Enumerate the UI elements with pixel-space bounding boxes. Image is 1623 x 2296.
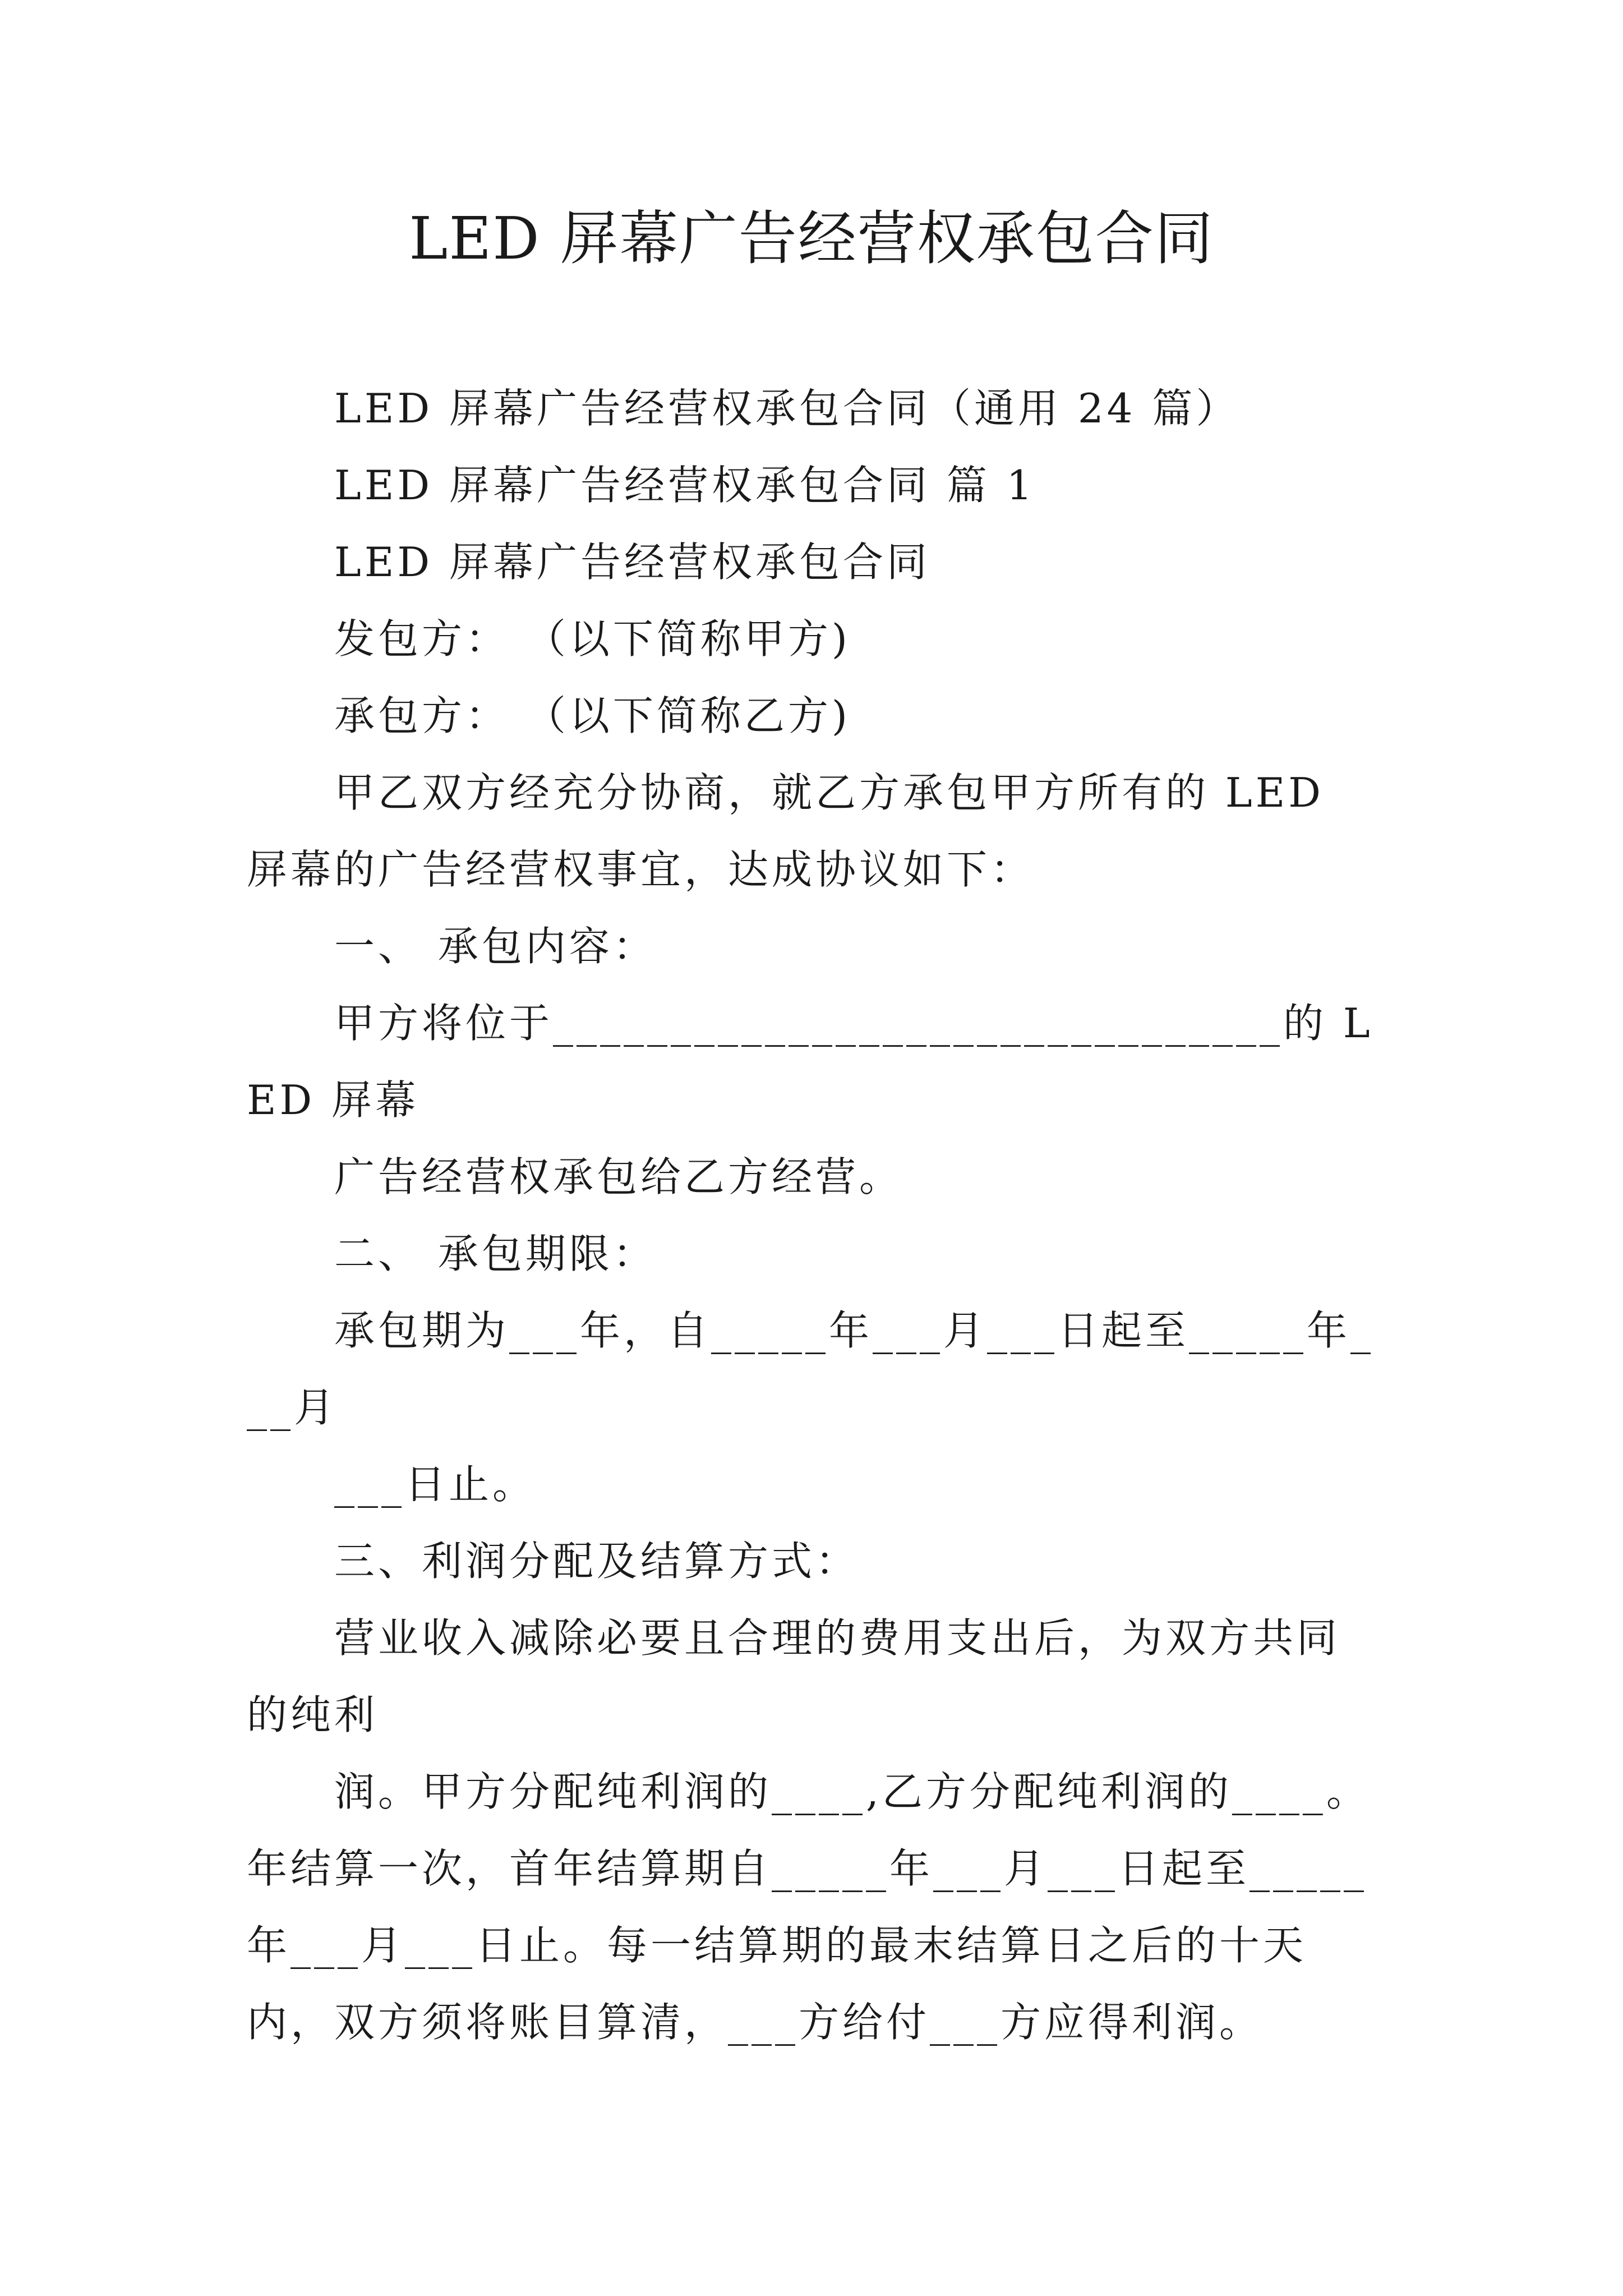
paragraph-section-heading: LED 屏幕广告经营权承包合同 篇 1 [334, 462, 1036, 509]
paragraph-clause-3-settlement: 润。甲方分配纯利润的____,乙方分配纯利润的____。年结算一次，首年结算期自_____年___月___日起至_____年___月___日止。每一结算期的最末结算日之后的十天内，双方须将账目算清，___方给付___方应得利润。 [247, 1768, 1370, 2046]
paragraph-contract-name: LED 屏幕广告经营权承包合同 [334, 539, 930, 586]
paragraph-clause-1-heading: 一、 承包内容： [334, 923, 657, 970]
paragraph-clause-1-location: 甲方将位于_______________________________的 LED 屏幕 [247, 1000, 1373, 1124]
paragraph-clause-2-term: 承包期为___年，自_____年___月___日起至_____年___月 [247, 1307, 1375, 1431]
document-title: LED 屏幕广告经营权承包合同 [409, 204, 1214, 273]
document-body [247, 370, 1380, 2061]
paragraph-clause-2-heading: 二、 承包期限： [334, 1230, 657, 1277]
paragraph-clause-1-body: 广告经营权承包给乙方经营。 [334, 1153, 903, 1200]
paragraph-clause-3-profit: 营业收入减除必要且合理的费用支出后，为双方共同的纯利 [247, 1614, 1341, 1738]
paragraph-preamble: 甲乙双方经充分协商，就乙方承包甲方所有的 LED 屏幕的广告经营权事宜，达成协议如下： [247, 769, 1324, 893]
paragraph-subtitle: LED 屏幕广告经营权承包合同（通用 24 篇） [334, 385, 1240, 432]
paragraph-clause-2-end: ___日止。 [334, 1461, 537, 1508]
paragraph-party-a: 发包方： （以下简称甲方) [334, 615, 851, 662]
paragraph-party-b: 承包方： （以下简称乙方) [334, 692, 851, 739]
paragraph-clause-3-heading: 三、利润分配及结算方式： [334, 1538, 860, 1585]
